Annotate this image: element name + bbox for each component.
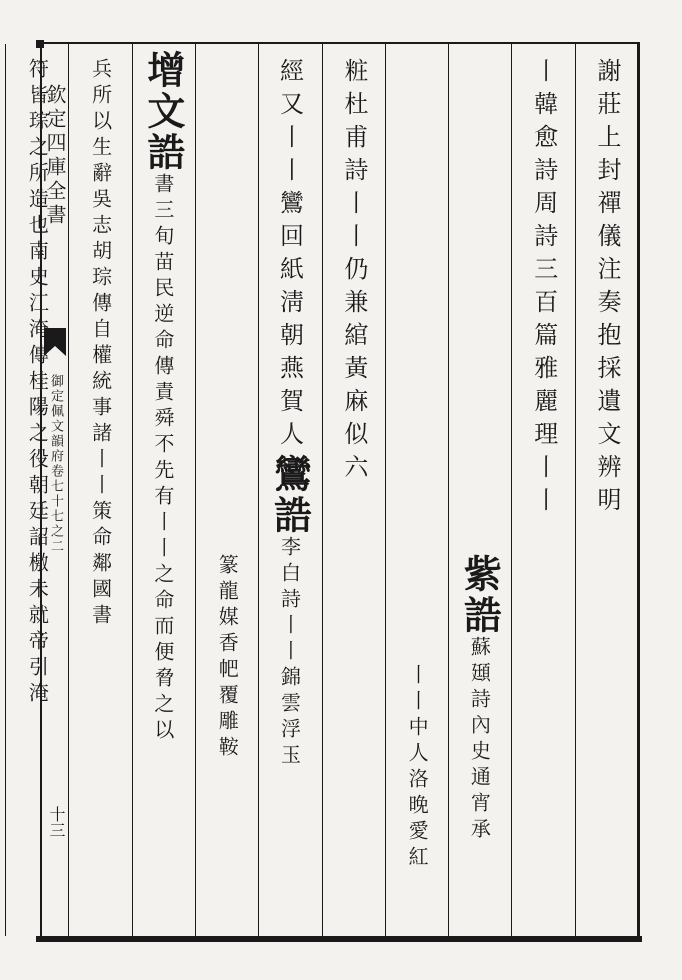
column-text: 蘇頲詩內史通宵承 xyxy=(467,636,492,844)
text-column xyxy=(195,44,258,936)
book-title: 欽定四庫全書 xyxy=(43,84,67,228)
text-column xyxy=(511,44,574,936)
fold-title: 御定佩文韻府卷七十七之二 xyxy=(48,374,63,554)
bottom-border xyxy=(36,936,642,942)
text-column xyxy=(132,44,195,936)
column-text: 丨丨中人洛晚愛紅 xyxy=(405,664,430,872)
text-column xyxy=(448,44,511,936)
text-column xyxy=(258,44,321,936)
text-column xyxy=(68,44,131,936)
text-column xyxy=(5,44,68,936)
entry-heading: 增文誥 xyxy=(140,50,186,173)
column-text: 兵所以生辭吳志胡琮傳自權統事諸丨丨策命鄰國書 xyxy=(88,58,113,630)
column-text: 謝莊上封禪儀注奏抱採遺文辨明 xyxy=(593,58,621,520)
page-number: 十三 xyxy=(47,806,66,838)
column-text: 丨韓愈詩周詩三百篇雅麗理丨丨 xyxy=(529,58,558,520)
entry-heading: 紫誥 xyxy=(457,554,503,636)
column-text: 書三旬苗民逆命傳責舜不先有丨丨之命而便脅之以 xyxy=(150,173,175,745)
text-column xyxy=(322,44,385,936)
column-text: 粧杜甫詩丨丨仍兼綰黃麻似六 xyxy=(339,58,368,487)
text-column xyxy=(385,44,448,936)
column-text: 篆龍媒香帊覆雕鞍 xyxy=(215,554,240,762)
column-text: 符皆琮之所造也南史江淹傳桂陽之役朝廷詔檄未就帝引淹 xyxy=(25,58,50,708)
column-text: 經又丨丨鸞回紙淸朝燕賀人 xyxy=(275,58,304,454)
entry-heading: 鸞誥 xyxy=(267,454,313,536)
column-text: 李白詩丨丨錦雲浮玉 xyxy=(277,536,302,770)
text-column xyxy=(575,44,638,936)
